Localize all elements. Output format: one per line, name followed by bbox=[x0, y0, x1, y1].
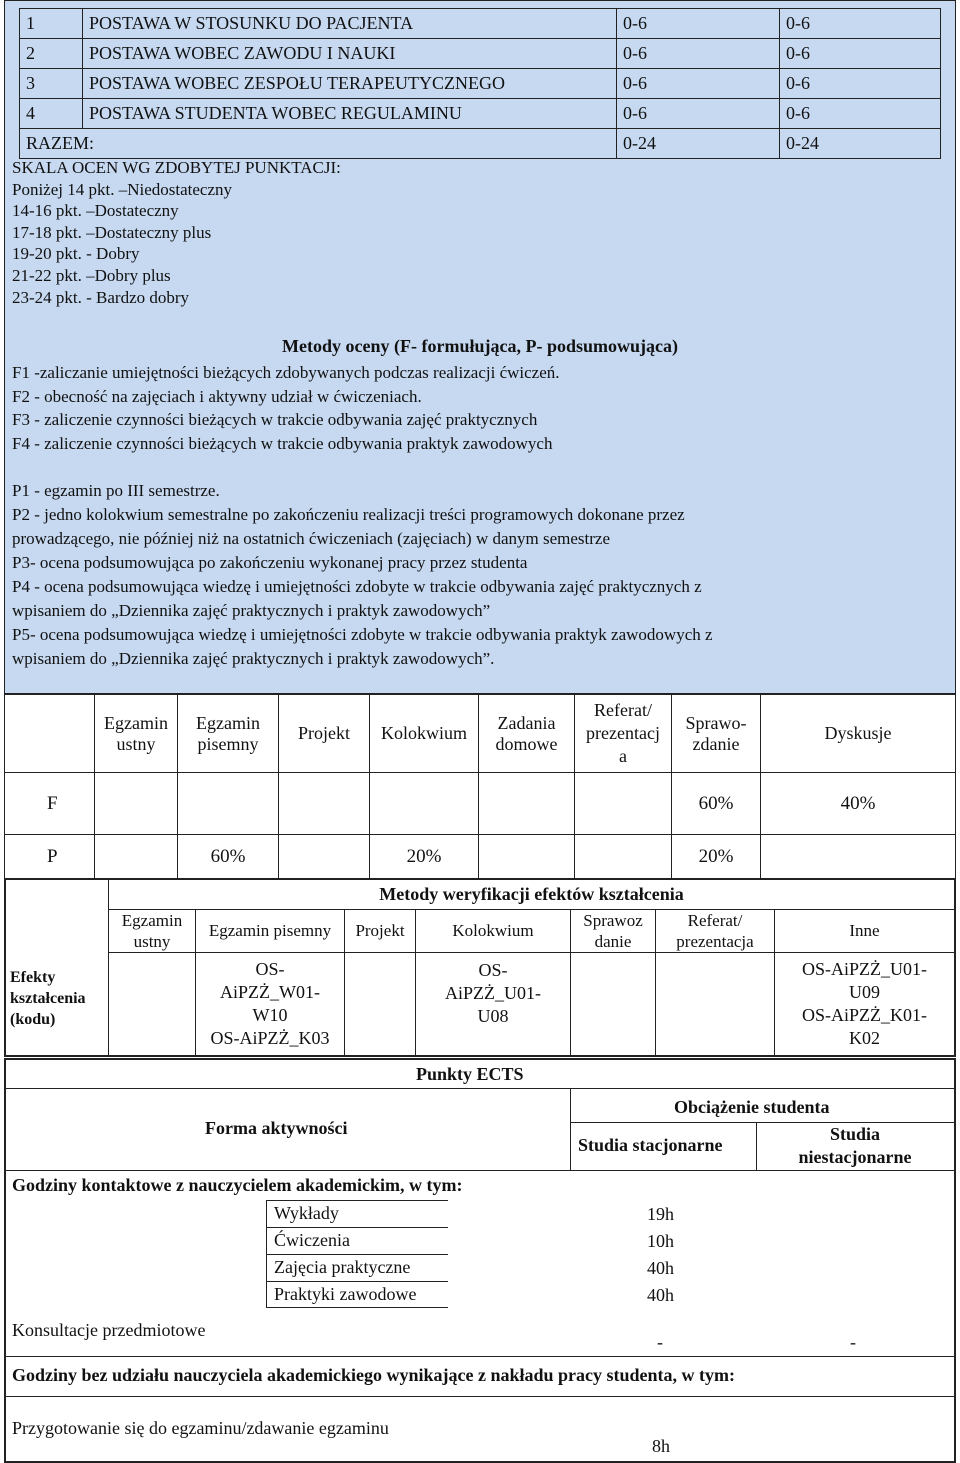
method-item: P4 - ocena podsumowująca wiedzę i umiejętności zdobyte w trakcie odbywania zajęć praktycznych z bbox=[12, 577, 702, 596]
studia-niestacjonarne: Studia niestacjonarne bbox=[798, 1124, 912, 1167]
method-item: P2 - jedno kolokwium semestralne po zakończeniu realizacji treści programowych dokonane przez bbox=[12, 505, 685, 524]
scale-item: 21-22 pkt. –Dobry plus bbox=[12, 265, 171, 285]
header-projekt: Projekt bbox=[345, 909, 416, 952]
row-zajecia: Zajęcia praktyczne bbox=[274, 1257, 411, 1277]
value-praktyki: 40h bbox=[647, 1285, 674, 1305]
row-label: POSTAWA STUDENTA WOBEC REGULAMINU bbox=[83, 99, 617, 129]
summative-methods bbox=[12, 479, 947, 671]
row-label: POSTAWA WOBEC ZAWODU I NAUKI bbox=[83, 39, 617, 69]
method-item: prowadzącego, nie później niż na ostatnich ćwiczeniach (zajęciach) w danym semestrze bbox=[12, 529, 611, 548]
row-b: 0-6 bbox=[780, 39, 941, 69]
header-egzamin-ustny: Egzamin ustny bbox=[109, 909, 196, 952]
row-b: 0-6 bbox=[780, 69, 941, 99]
value-zajecia: 40h bbox=[647, 1258, 674, 1278]
row-num: 4 bbox=[20, 99, 83, 129]
scale-item: 14-16 pkt. –Dostateczny bbox=[12, 201, 179, 221]
header-zadania-domowe: Zadania domowe bbox=[479, 695, 575, 773]
scale-item: 19-20 pkt. - Dobry bbox=[12, 244, 140, 264]
value-inne: OS-AiPZŻ_U01- U09 OS-AiPZŻ_K01- K02 bbox=[775, 952, 956, 1056]
f-value-dyskusje: 40% bbox=[761, 773, 956, 835]
method-item: F2 - obecność na zajęciach i aktywny udział w ćwiczeniach. bbox=[12, 386, 422, 406]
header-projekt: Projekt bbox=[279, 695, 370, 773]
value-kolokwium: OS- AiPZŻ_U01- U08 bbox=[416, 952, 571, 1056]
row-a: 0-6 bbox=[617, 69, 780, 99]
effects-label: Efekty kształcenia (kodu) bbox=[5, 879, 109, 1056]
score-table bbox=[19, 8, 941, 159]
row-b: 0-6 bbox=[780, 99, 941, 129]
row-a: 0-6 bbox=[617, 9, 780, 39]
studia-stacjonarne: Studia stacjonarne bbox=[578, 1135, 723, 1155]
row-a: 0-6 bbox=[617, 99, 780, 129]
p-value-kolokwium: 20% bbox=[370, 835, 479, 879]
przygotowanie-value: 8h bbox=[652, 1436, 670, 1456]
methods-title: Metody oceny (F- formułująca, P- podsumowująca) bbox=[282, 336, 678, 356]
ects-title: Punkty ECTS bbox=[416, 1064, 524, 1084]
header-kolokwium: Kolokwium bbox=[370, 695, 479, 773]
header-egzamin-pisemny: Egzamin pisemny bbox=[178, 695, 279, 773]
row-cwiczenia: Ćwiczenia bbox=[274, 1230, 350, 1250]
header-inne: Inne bbox=[775, 909, 956, 952]
header-referat: Referat/ prezentacja bbox=[656, 909, 775, 952]
header-dyskusje: Dyskusje bbox=[761, 695, 956, 773]
method-item: P3- ocena podsumowująca po zakończeniu wykonanej pracy przez studenta bbox=[12, 553, 528, 572]
scale-item: 17-18 pkt. –Dostateczny plus bbox=[12, 222, 212, 242]
value-egzamin-pisemny: OS- AiPZŻ_W01- W10 OS-AiPZŻ_K03 bbox=[196, 952, 345, 1056]
grading-scale bbox=[12, 157, 341, 308]
row-praktyki: Praktyki zawodowe bbox=[274, 1284, 417, 1304]
method-item: F3 - zaliczenie czynności bieżących w trakcie odbywania zajęć praktycznych bbox=[12, 410, 538, 429]
method-item: P5- ocena podsumowująca wiedzę i umiejętności zdobyte w trakcie odbywania praktyk zawodowych z bbox=[12, 625, 713, 644]
obciazenie-studenta: Obciążenie studenta bbox=[674, 1097, 830, 1117]
total-label: RAZEM: bbox=[20, 129, 617, 159]
row-p-label: P bbox=[5, 835, 95, 879]
forma-aktywnosci: Forma aktywności bbox=[205, 1118, 348, 1138]
header-kolokwium: Kolokwium bbox=[416, 909, 571, 952]
total-a: 0-24 bbox=[617, 129, 780, 159]
godziny-bez-udzialu: Godziny bez udziału nauczyciela akademickiego wynikające z nakładu pracy studenta, w tym: bbox=[12, 1365, 736, 1385]
verification-table bbox=[4, 878, 956, 1057]
row-num: 2 bbox=[20, 39, 83, 69]
scale-item: 23-24 pkt. - Bardzo dobry bbox=[12, 287, 190, 307]
konsultacje: Konsultacje przedmiotowe bbox=[12, 1320, 206, 1340]
method-item: F4 - zaliczenie czynności bieżących w trakcie odbywania praktyk zawodowych bbox=[12, 433, 553, 453]
value-cwiczenia: 10h bbox=[647, 1231, 674, 1251]
scale-title: SKALA OCEN WG ZDOBYTEJ PUNKTACJI: bbox=[12, 158, 341, 177]
row-num: 3 bbox=[20, 69, 83, 99]
row-num: 1 bbox=[20, 9, 83, 39]
formative-methods bbox=[12, 361, 560, 455]
method-item: wpisaniem do „Dziennika zajęć praktycznych i praktyk zawodowych”. bbox=[12, 649, 495, 668]
header-egzamin-ustny: Egzamin ustny bbox=[95, 695, 178, 773]
header-egzamin-pisemny: Egzamin pisemny bbox=[196, 909, 345, 952]
przygotowanie: Przygotowanie się do egzaminu/zdawanie egzaminu bbox=[12, 1418, 389, 1438]
value-wyklady: 19h bbox=[647, 1204, 674, 1224]
row-b: 0-6 bbox=[780, 9, 941, 39]
assessment-forms-table bbox=[4, 694, 956, 879]
p-value-sprawozdanie: 20% bbox=[672, 835, 761, 879]
row-label: POSTAWA W STOSUNKU DO PACJENTA bbox=[83, 9, 617, 39]
row-f-label: F bbox=[5, 773, 95, 835]
f-value-sprawozdanie: 60% bbox=[672, 773, 761, 835]
verification-title: Metody weryfikacji efektów kształcenia bbox=[109, 879, 956, 909]
header-sprawozdanie: Sprawo- zdanie bbox=[672, 695, 761, 773]
header-sprawozdanie: Sprawoz danie bbox=[571, 909, 656, 952]
row-wyklady: Wykłady bbox=[274, 1203, 339, 1223]
p-value-egzamin-pisemny: 60% bbox=[178, 835, 279, 879]
konsultacje-niestac: - bbox=[850, 1332, 856, 1352]
godziny-kontaktowe: Godziny kontaktowe z nauczycielem akademickim, w tym: bbox=[12, 1175, 463, 1195]
header-referat: Referat/ prezentacj a bbox=[575, 695, 672, 773]
method-item: F1 -zaliczanie umiejętności bieżących zdobywanych podczas realizacji ćwiczeń. bbox=[12, 363, 560, 382]
total-b: 0-24 bbox=[780, 129, 941, 159]
scale-item: Poniżej 14 pkt. –Niedostateczny bbox=[12, 179, 233, 199]
row-a: 0-6 bbox=[617, 39, 780, 69]
method-item: wpisaniem do „Dziennika zajęć praktycznych i praktyk zawodowych” bbox=[12, 601, 491, 620]
ects-section bbox=[4, 1058, 956, 1463]
row-label: POSTAWA WOBEC ZESPOŁU TERAPEUTYCZNEGO bbox=[83, 69, 617, 99]
konsultacje-stac: - bbox=[657, 1332, 663, 1352]
method-item: P1 - egzamin po III semestrze. bbox=[12, 481, 220, 500]
